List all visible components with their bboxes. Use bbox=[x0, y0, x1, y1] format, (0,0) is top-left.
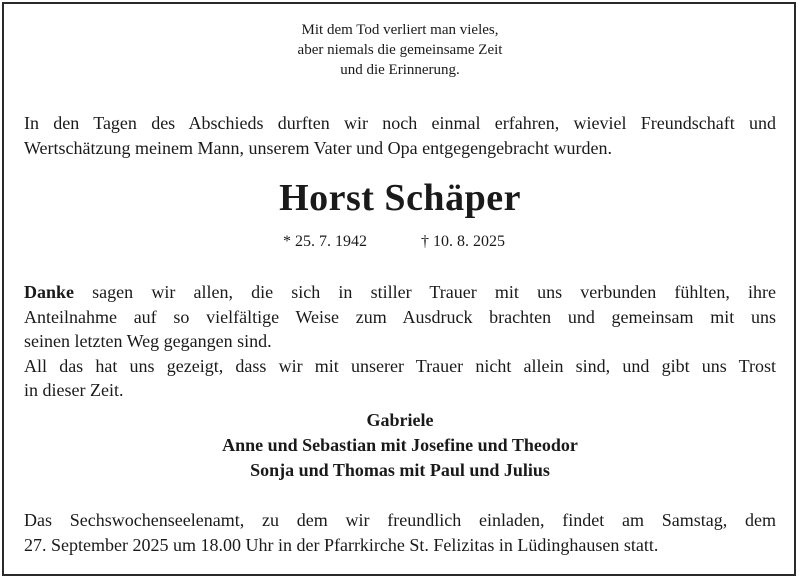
closing-line: Das Sechswochenseelenamt, zu dem wir freundlich einladen, findet am Samstag, dem bbox=[24, 510, 776, 530]
thanks-line bbox=[24, 280, 776, 305]
intro-line: Wertschätzung meinem Mann, unserem Vater und Opa entgegengebracht wurden. bbox=[24, 137, 613, 158]
birth-date: * 25. 7. 1942 bbox=[283, 233, 367, 250]
intro-paragraph bbox=[24, 111, 776, 160]
thanks-line: Anteilnahme auf so vielfältige Weise zum Ausdruck brachten und gemeinsam mit uns bbox=[24, 306, 776, 327]
family-line: Gabriele bbox=[366, 410, 434, 430]
motto-line: aber niemals die gemeinsame Zeit bbox=[297, 42, 503, 58]
thanks-line: in dieser Zeit. bbox=[24, 380, 124, 400]
motto-line: Mit dem Tod verliert man vieles, bbox=[301, 22, 499, 38]
motto-verse bbox=[0, 20, 800, 80]
motto-line: und die Erinnerung. bbox=[340, 62, 460, 78]
thanks-line: seinen letzten Weg gegangen sind. bbox=[24, 331, 272, 351]
death-date: † 10. 8. 2025 bbox=[421, 233, 505, 250]
thanks-line-rest: sagen wir allen, die sich in stiller Trauer mit uns verbunden fühlten, ihre bbox=[74, 282, 776, 302]
family-signatures bbox=[0, 408, 800, 483]
thanks-line: All das hat uns gezeigt, dass wir mit unserer Trauer nicht allein sind, und gibt uns Trost bbox=[24, 355, 776, 376]
family-line: Anne und Sebastian mit Josefine und Theodor bbox=[222, 435, 578, 455]
deceased-name: Horst Schäper bbox=[279, 177, 521, 219]
mass-announcement bbox=[24, 508, 776, 557]
thanks-paragraph bbox=[24, 280, 776, 403]
thanks-lead-word: Danke bbox=[24, 282, 75, 302]
intro-line: In den Tagen des Abschieds durften wir noch einmal erfahren, wieviel Freundschaft und bbox=[24, 113, 776, 133]
closing-line: 27. September 2025 um 18.00 Uhr in der Pfarrkirche St. Felizitas in Lüdinghausen statt. bbox=[24, 534, 659, 555]
family-line: Sonja und Thomas mit Paul und Julius bbox=[250, 460, 550, 480]
